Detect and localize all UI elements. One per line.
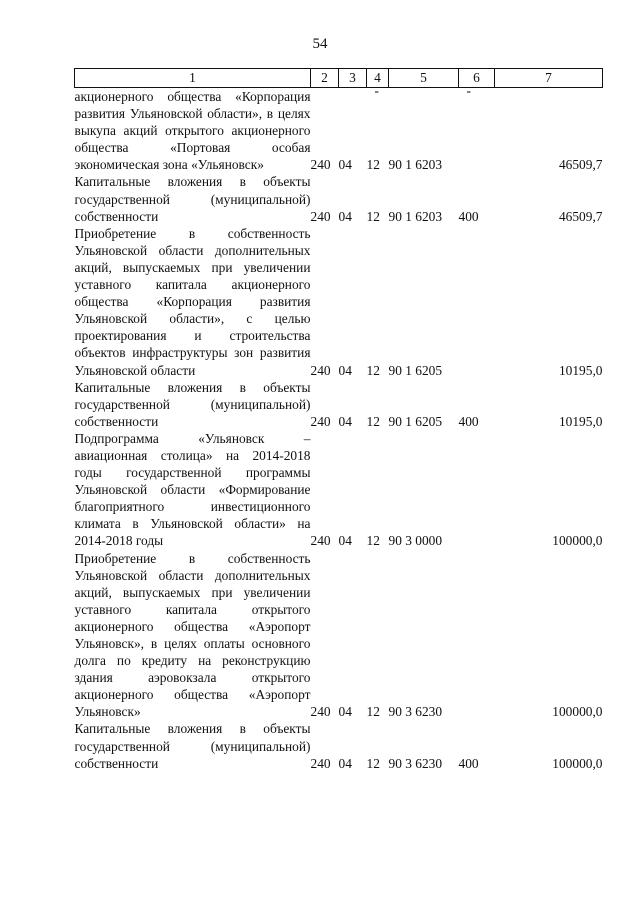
header-col-7: 7 bbox=[495, 69, 603, 88]
row-code-2: 240 bbox=[310, 755, 331, 771]
row-code-5: 90 3 6230 bbox=[388, 755, 443, 771]
table-row bbox=[75, 88, 603, 174]
row-code-6 bbox=[459, 550, 495, 721]
row-code-2: 240 bbox=[310, 208, 331, 224]
row-name: Капитальные вложения в объекты государственной (муниципальной) собственности bbox=[74, 174, 311, 224]
row-code-6: 400 bbox=[458, 208, 479, 224]
row-amount: 100000,0 bbox=[552, 704, 603, 720]
row-amount: 10195,0 bbox=[558, 413, 603, 429]
row-code-3: 04 bbox=[338, 413, 352, 429]
header-col-5: 5 bbox=[389, 69, 459, 88]
header-col-2: 2 bbox=[311, 69, 339, 88]
row-name: Приобретение в собственность Ульяновской области дополнительных акций, выпускаемых при увеличении уставного капитала открытого акционерного общества «Аэропорт Ульяновск», в целях оплаты основного долга по кредиту на реконструкцию здания аэровокзала открытого акционерного общества «Аэропорт Ульяновск» bbox=[74, 550, 311, 720]
row-code-6: 400 bbox=[458, 755, 479, 771]
row-code-4: 12 bbox=[366, 413, 380, 429]
row-code-2: 240 bbox=[310, 157, 331, 173]
row-code-6: 400 bbox=[458, 413, 479, 429]
row-name: акционерного общества «Корпорация развития Ульяновской области», в целях выкупа акций открытого акционерного общества «Портовая особая экономическая зона «Ульяновск» bbox=[74, 89, 311, 173]
row-name: Подпрограмма «Ульяновск – авиационная столица» на 2014-2018 годы государственной программы Ульяновской области «Формирование благоприятного инвестиционного климата в Ульяновской области» на 2014-2018 годы bbox=[74, 430, 311, 549]
row-amount: 10195,0 bbox=[558, 362, 603, 378]
row-code-3: 04 bbox=[338, 533, 352, 549]
row-code-5: 90 3 6230 bbox=[388, 704, 443, 720]
row-name: Приобретение в собственность Ульяновской области дополнительных акций, выпускаемых при увеличении уставного капитала акционерного общества «Корпорация развития Ульяновской области», с целью проектирования и строительства объектов инфраструктуры зон развития Ульяновской области bbox=[74, 225, 311, 378]
header-col-3: 3 bbox=[339, 69, 367, 88]
header-col-4: 4 bbox=[367, 69, 389, 88]
table-header-row bbox=[75, 69, 603, 88]
table-row bbox=[75, 550, 603, 721]
row-code-3: 04 bbox=[338, 157, 352, 173]
table-row bbox=[75, 720, 603, 771]
row-code-4: 12 bbox=[366, 533, 380, 549]
row-code-2: 240 bbox=[310, 704, 331, 720]
row-name: Капитальные вложения в объекты государственной (муниципальной) собственности bbox=[74, 379, 311, 429]
continuation-mark-c4: - bbox=[374, 83, 379, 98]
row-code-5: 90 1 6203 bbox=[388, 157, 443, 173]
row-code-3: 04 bbox=[338, 208, 352, 224]
row-amount: 100000,0 bbox=[552, 755, 603, 771]
header-col-1: 1 bbox=[75, 69, 311, 88]
table-row bbox=[75, 225, 603, 379]
budget-table bbox=[74, 68, 603, 772]
row-code-5: 90 1 6205 bbox=[388, 413, 443, 429]
row-code-6 bbox=[459, 430, 495, 550]
row-code-3: 04 bbox=[338, 704, 352, 720]
row-code-2: 240 bbox=[310, 362, 331, 378]
row-code-5: 90 3 0000 bbox=[388, 533, 443, 549]
row-code-4: 12 bbox=[366, 362, 380, 378]
row-code-2: 240 bbox=[310, 413, 331, 429]
row-code-6 bbox=[459, 83, 495, 174]
row-code-6 bbox=[459, 225, 495, 379]
row-code-3: 04 bbox=[338, 755, 352, 771]
row-code-4 bbox=[366, 83, 389, 174]
row-code-4-value: 12 bbox=[366, 157, 380, 173]
table-row bbox=[75, 379, 603, 430]
row-name: Капитальные вложения в объекты государственной (муниципальной) собственности bbox=[74, 721, 311, 771]
header-col-6: 6 bbox=[459, 69, 495, 88]
row-code-4: 12 bbox=[366, 704, 380, 720]
page-number: 54 bbox=[312, 36, 328, 52]
table-row bbox=[75, 430, 603, 550]
row-code-3: 04 bbox=[338, 362, 352, 378]
continuation-mark-c6: - bbox=[466, 83, 471, 98]
row-amount: 100000,0 bbox=[552, 533, 603, 549]
row-code-4: 12 bbox=[366, 755, 380, 771]
row-code-5: 90 1 6203 bbox=[388, 208, 443, 224]
table-row bbox=[75, 173, 603, 224]
row-code-5: 90 1 6205 bbox=[388, 362, 443, 378]
row-amount: 46509,7 bbox=[558, 208, 603, 224]
row-amount: 46509,7 bbox=[558, 157, 603, 173]
row-code-4: 12 bbox=[366, 208, 380, 224]
row-code-2: 240 bbox=[310, 533, 331, 549]
